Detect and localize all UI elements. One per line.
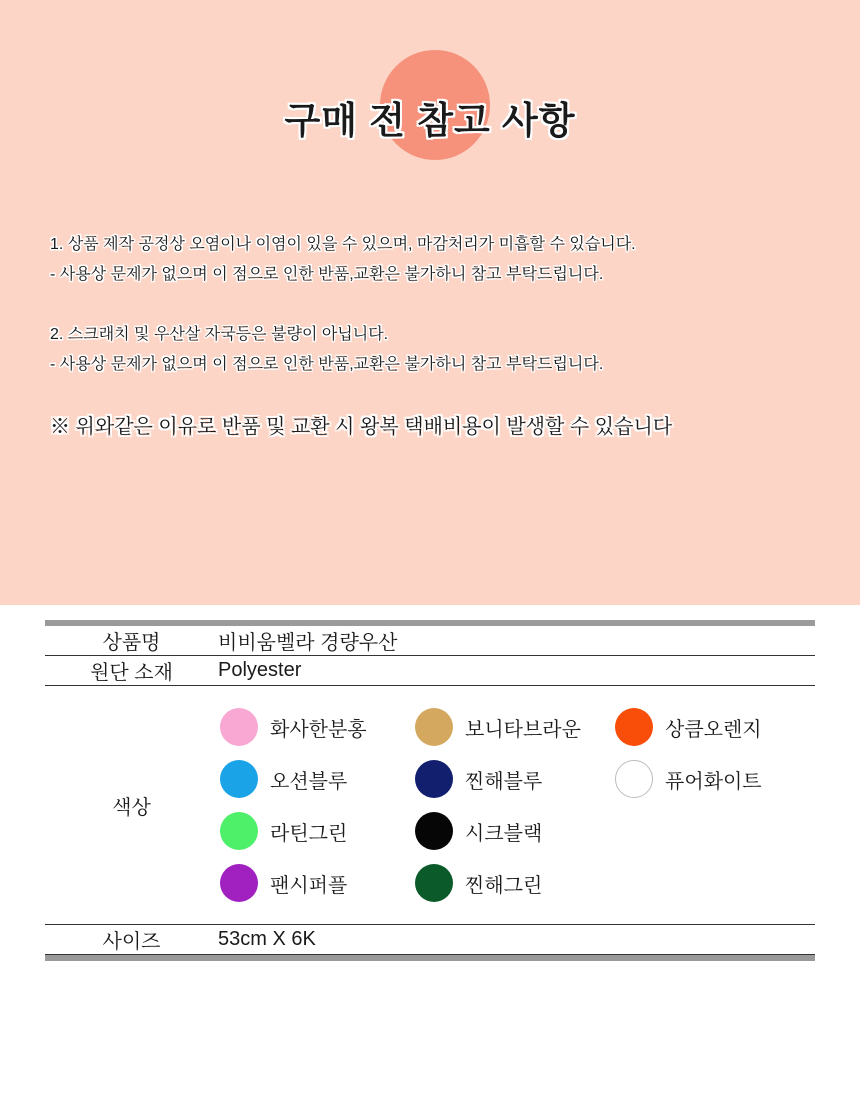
color-swatch-3 <box>615 708 653 746</box>
table-row <box>45 925 815 955</box>
notice-line: 2. 스크래치 및 우산살 자국등은 불량이 아닙니다. <box>50 326 389 343</box>
color-name: 팬시퍼플 <box>270 874 348 897</box>
notice-block-2 <box>50 320 820 380</box>
color-name: 찐해블루 <box>465 770 543 793</box>
color-swatch-9 <box>220 864 258 902</box>
table-row <box>45 623 815 656</box>
list-item <box>415 708 615 746</box>
color-swatch-4 <box>220 760 258 798</box>
color-grid-spacer <box>615 864 815 902</box>
notice-line: 1. 상품 제작 공정상 오염이나 이염이 있을 수 있으며, 마감처리가 미흡할 수 있습니다. <box>50 236 636 253</box>
color-grid-spacer <box>615 812 815 850</box>
color-swatch-8 <box>415 812 453 850</box>
spec-value-colors <box>218 686 815 925</box>
spec-value: 비비움벨라 경량우산 <box>218 623 815 656</box>
list-item <box>415 760 615 798</box>
color-swatch-10 <box>415 864 453 902</box>
table-row-colors <box>45 686 815 925</box>
spec-label: 색상 <box>45 686 218 925</box>
color-name: 화사한분홍 <box>270 718 367 741</box>
notice-body <box>50 230 820 444</box>
list-item <box>220 864 415 902</box>
table-row <box>45 656 815 686</box>
table-bottom-rule <box>45 955 815 961</box>
color-name: 오션블루 <box>270 770 348 793</box>
list-item <box>615 708 815 746</box>
spec-label: 원단 소재 <box>45 656 218 686</box>
notice-highlight: ※ 위와같은 이유로 반품 및 교환 시 왕복 택배비용이 발생할 수 있습니다 <box>50 416 673 438</box>
color-name: 찐해그린 <box>465 874 543 897</box>
spec-table <box>45 620 815 955</box>
notice-line: - 사용상 문제가 없으며 이 점으로 인한 반품,교환은 불가하니 참고 부탁드립니다. <box>50 266 604 283</box>
notice-line: - 사용상 문제가 없으며 이 점으로 인한 반품,교환은 불가하니 참고 부탁드립니다. <box>50 356 604 373</box>
page-title: 구매 전 참고 사항 <box>284 100 576 141</box>
spec-value: 53cm X 6K <box>218 925 815 955</box>
color-name: 시크블랙 <box>465 822 543 845</box>
list-item <box>220 812 415 850</box>
color-grid <box>218 708 815 902</box>
list-item <box>615 760 815 798</box>
list-item <box>415 812 615 850</box>
color-swatch-6 <box>615 760 653 798</box>
spec-label: 상품명 <box>45 623 218 656</box>
color-swatch-1 <box>220 708 258 746</box>
list-item <box>220 708 415 746</box>
list-item <box>415 864 615 902</box>
spec-table-wrapper <box>45 620 815 961</box>
color-name: 보니타브라운 <box>465 718 581 741</box>
color-swatch-7 <box>220 812 258 850</box>
spec-label: 사이즈 <box>45 925 218 955</box>
color-swatch-2 <box>415 708 453 746</box>
color-name: 퓨어화이트 <box>665 770 762 793</box>
list-item <box>220 760 415 798</box>
notice-block-1 <box>50 230 820 290</box>
color-name: 라틴그린 <box>270 822 348 845</box>
color-swatch-5 <box>415 760 453 798</box>
color-name: 상큼오렌지 <box>665 718 762 741</box>
spec-value: Polyester <box>218 656 815 686</box>
